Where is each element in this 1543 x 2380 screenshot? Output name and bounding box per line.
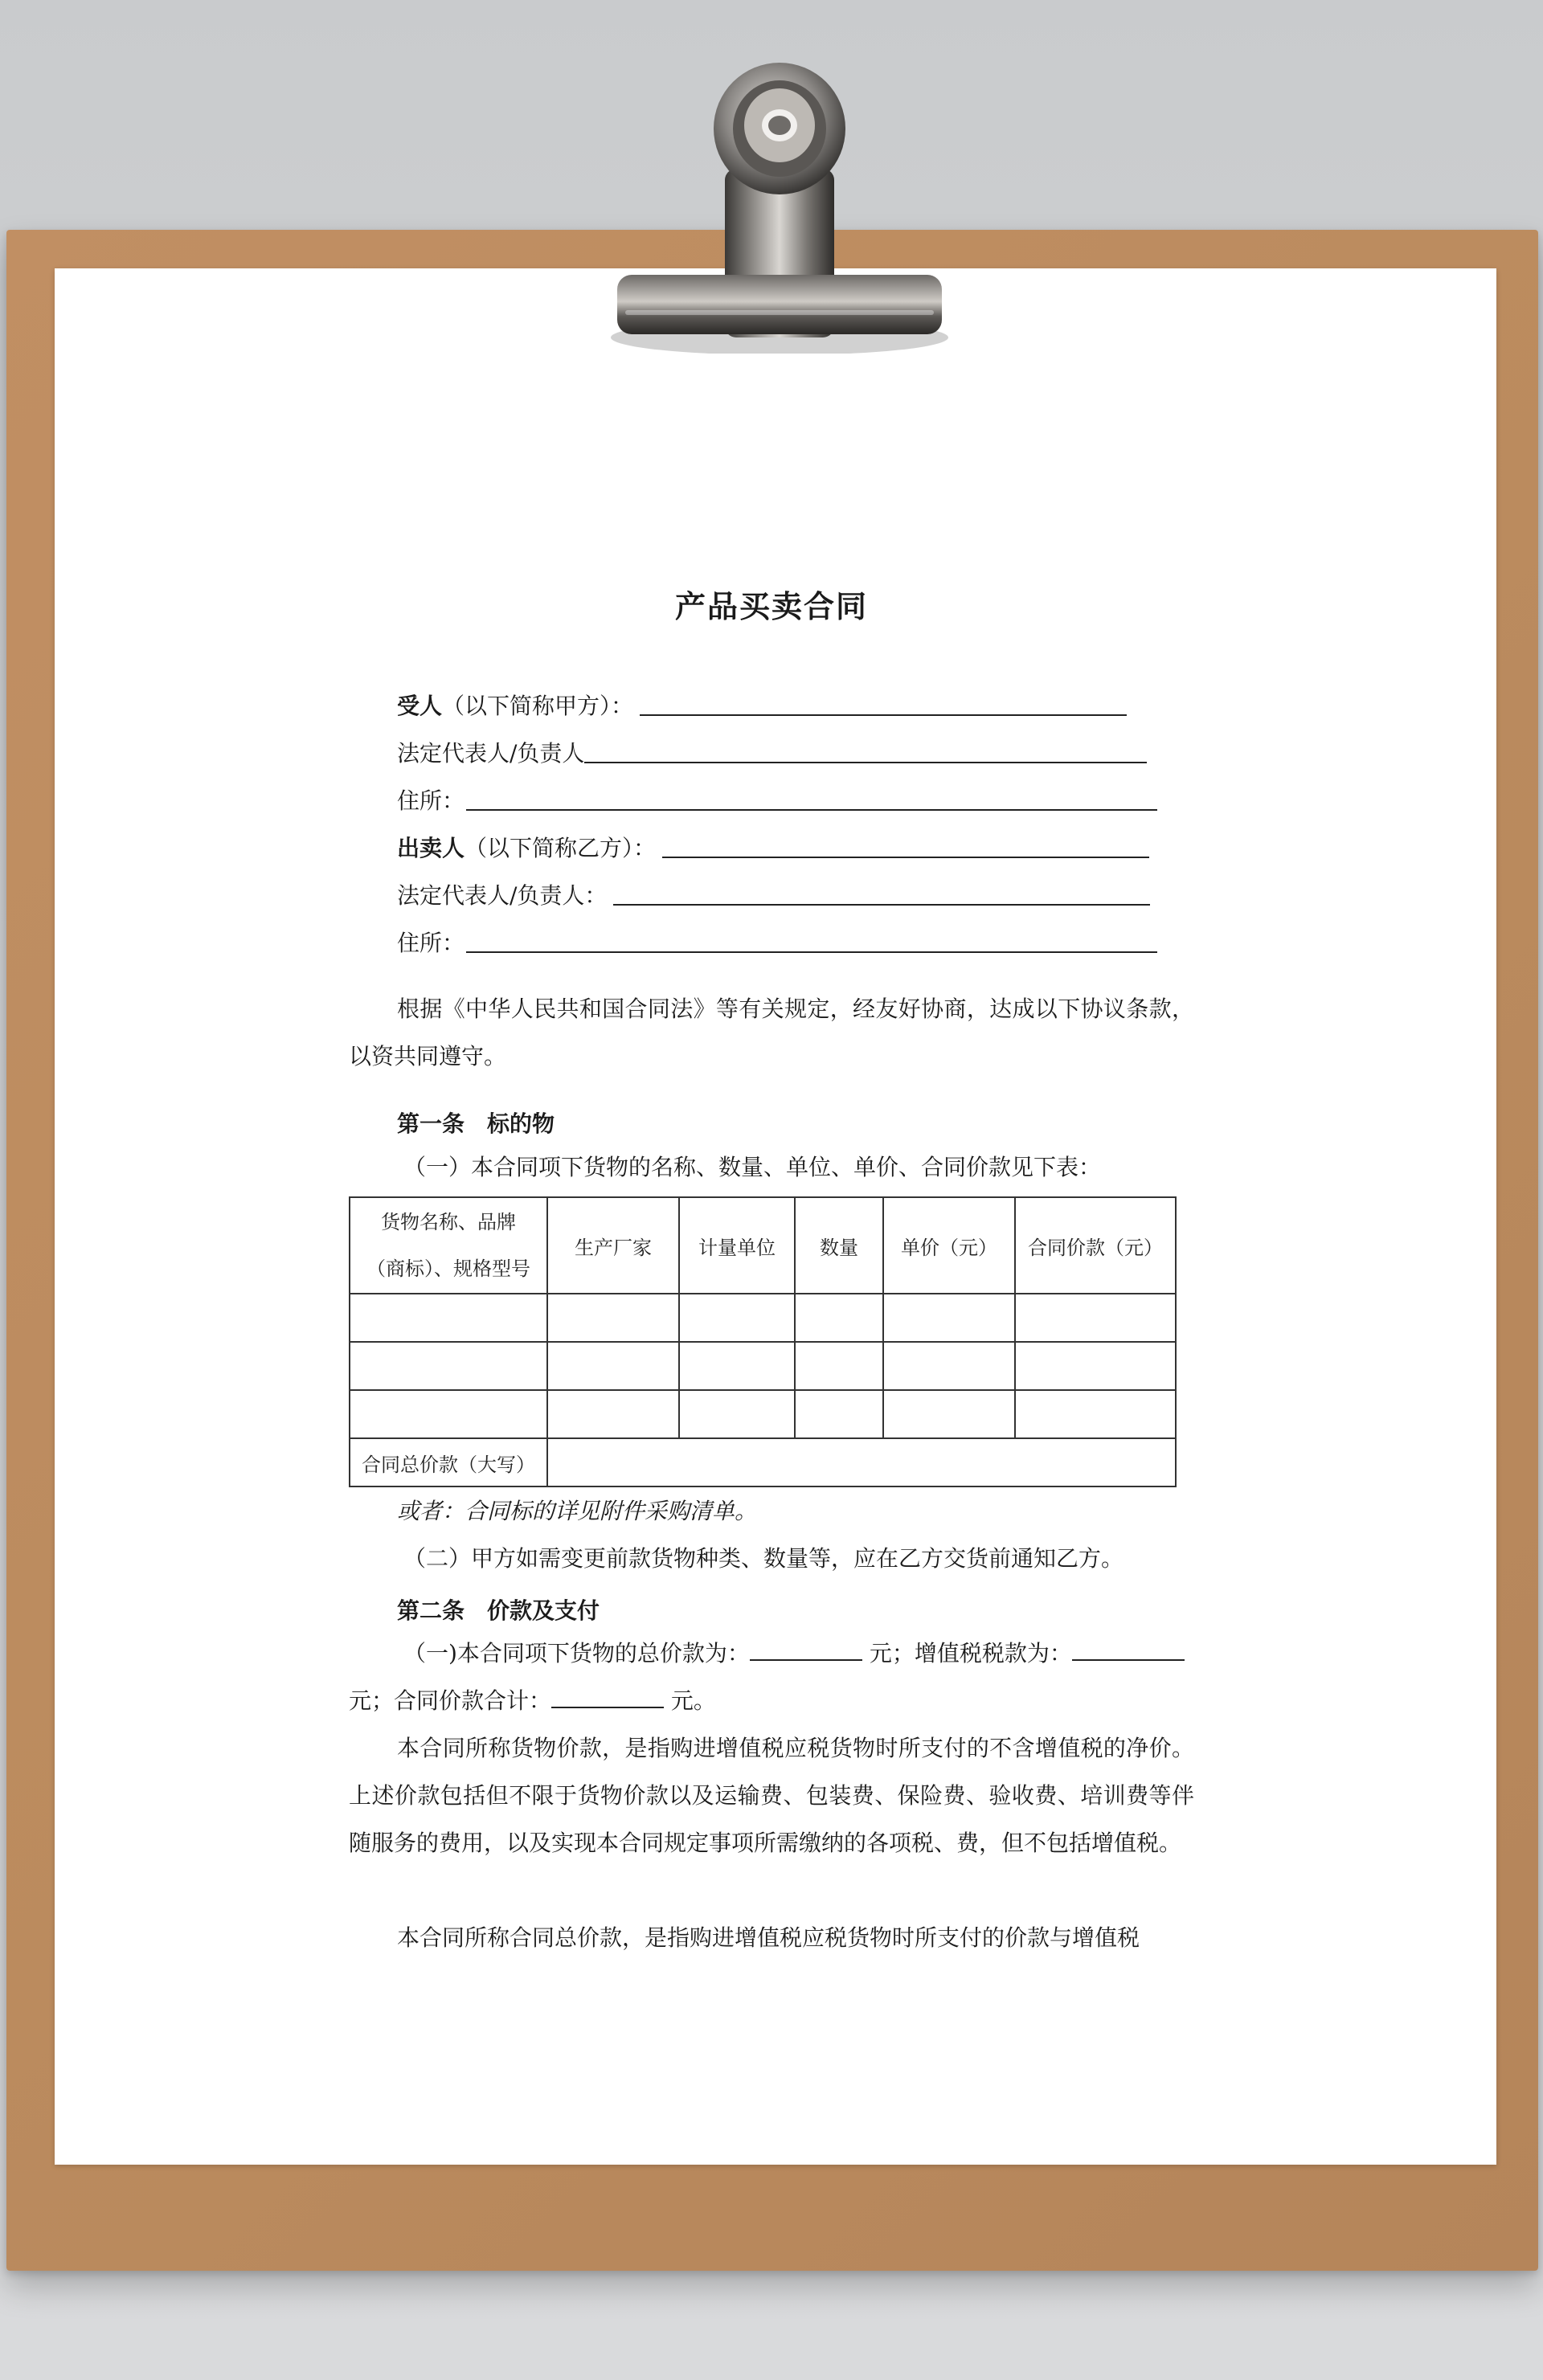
article2-paragraph2: 本合同所称合同总价款，是指购进增值税应税货物时所支付的价款与增值税	[397, 1924, 1140, 1951]
article2-clause1: （一)本合同项下货物的总价款为： 元；增值税税款为： 元；合同价款合计： 元。	[349, 1630, 1194, 1724]
table-row	[350, 1390, 1176, 1438]
goods-table	[349, 1196, 1177, 1487]
header-unit: 计量单位	[679, 1197, 795, 1294]
seller-address-blank[interactable]	[466, 927, 1157, 953]
article1-clause1: （一）本合同项下货物的名称、数量、单位、单价、合同价款见下表：	[403, 1154, 1102, 1180]
header-quantity: 数量	[795, 1197, 883, 1294]
table-row	[350, 1294, 1176, 1342]
buyer-rep-blank[interactable]	[584, 738, 1147, 763]
buyer-rep-label: 法定代表人/负责人	[397, 740, 585, 767]
seller-field	[397, 817, 1157, 865]
seller-address-label: 住所：	[397, 930, 465, 956]
seller-address-field	[397, 912, 1157, 959]
buyer-label: 受人	[397, 693, 443, 719]
article1-heading: 第一条 标的物	[397, 1110, 555, 1137]
buyer-address-label: 住所：	[397, 787, 465, 814]
header-unit-price: 单价（元）	[883, 1197, 1015, 1294]
seller-rep-field	[397, 865, 1157, 912]
buyer-rep-field	[397, 722, 1157, 770]
seller-rep-blank[interactable]	[613, 880, 1150, 906]
article1-clause2: （二）甲方如需变更前款货物种类、数量等，应在乙方交货前通知乙方。	[403, 1545, 1124, 1572]
buyer-note: （以下简称甲方）：	[442, 693, 634, 719]
buyer-address-field	[397, 770, 1157, 817]
seller-label: 出卖人	[397, 835, 465, 861]
seller-blank[interactable]	[662, 832, 1149, 858]
buyer-address-blank[interactable]	[466, 785, 1157, 811]
table-row	[350, 1342, 1176, 1390]
alternative-note: 或者：合同标的详见附件采购清单。	[397, 1498, 758, 1524]
article2-paragraph1: 本合同所称货物价款，是指购进增值税应税货物时所支付的不含增值税的净价。上述价款包括但不限于货物价款以及运输费、包装费、保险费、验收费、培训费等伴随服务的费用，以及实现本合同规定事项所需缴纳的各项税、费，但不包括增值税。	[349, 1735, 1194, 1856]
binder-clip-icon	[611, 48, 948, 354]
preamble-paragraph: 根据《中华人民共和国合同法》等有关规定，经友好协商，达成以下协议条款，以资共同遵守。	[349, 996, 1194, 1069]
buyer-field	[397, 675, 1157, 722]
header-manufacturer: 生产厂家	[547, 1197, 679, 1294]
total-price-blank[interactable]	[750, 1635, 862, 1661]
table-header-row	[350, 1197, 1176, 1294]
document-title: 产品买卖合同	[674, 589, 868, 624]
vat-blank[interactable]	[1072, 1635, 1185, 1661]
seller-rep-label: 法定代表人/负责人：	[397, 882, 608, 909]
total-label: 合同总价款（大写）	[350, 1438, 547, 1486]
article2-heading: 第二条 价款及支付	[397, 1597, 600, 1624]
buyer-blank[interactable]	[640, 690, 1127, 716]
total-value-cell[interactable]	[547, 1438, 1176, 1486]
seller-note: （以下简称乙方）：	[465, 835, 657, 861]
contract-total-blank[interactable]	[551, 1683, 664, 1708]
header-contract-price: 合同价款（元）	[1015, 1197, 1176, 1294]
party-fields	[397, 675, 1157, 959]
header-goods-name: 货物名称、品牌 （商标）、规格型号	[350, 1197, 547, 1294]
table-total-row	[350, 1438, 1176, 1486]
